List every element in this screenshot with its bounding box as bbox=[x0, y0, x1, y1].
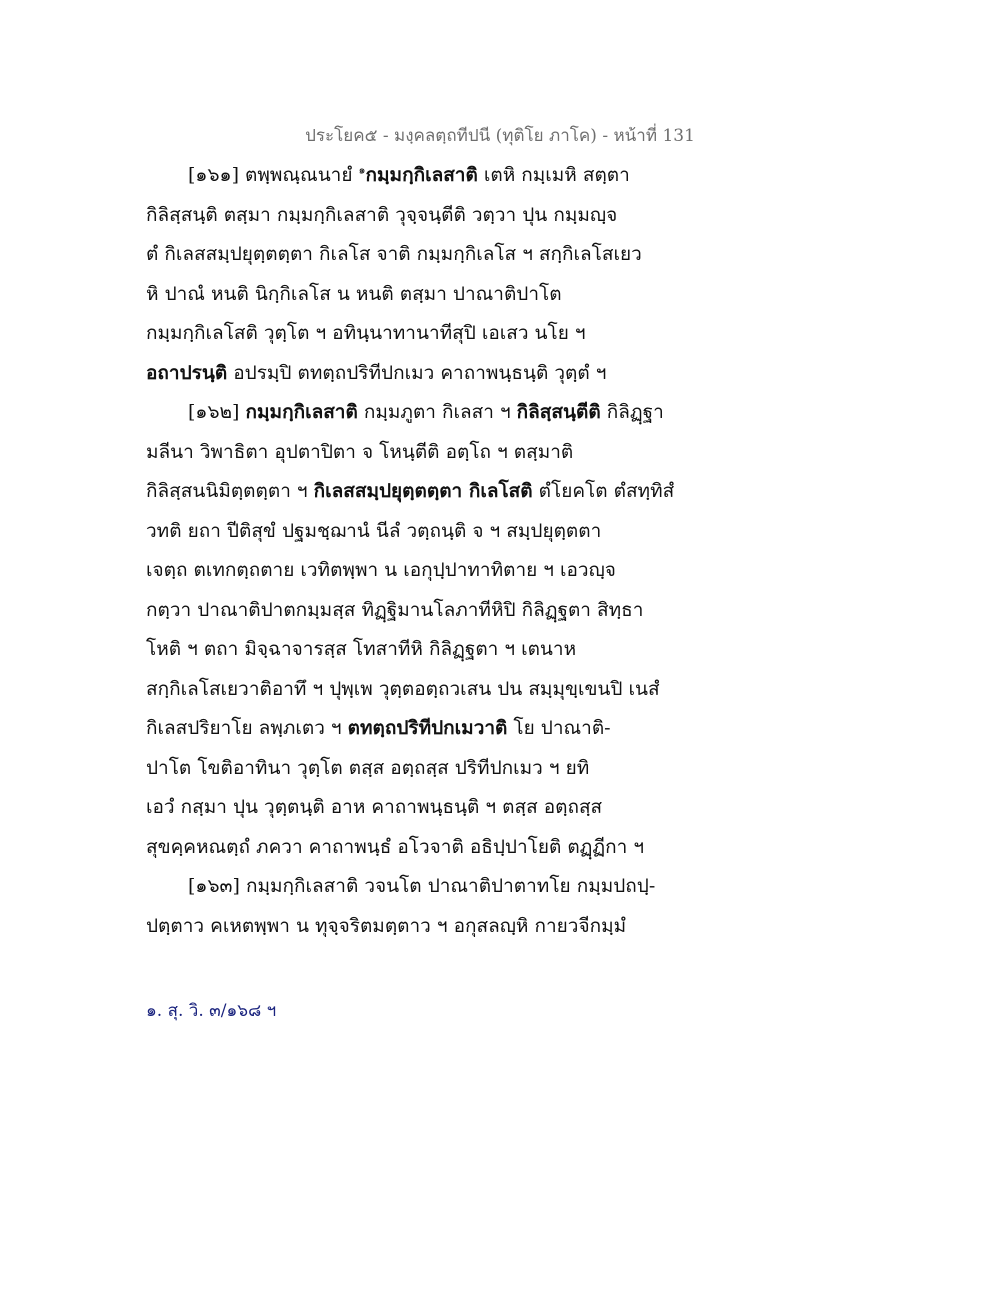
headword-tadatthaparidipaka: ตทตฺถปริทีปกเมวาติ bbox=[347, 717, 508, 739]
para-161-line-6 bbox=[146, 354, 706, 394]
para-162-line-1 bbox=[146, 393, 706, 433]
headword-kammakkilesa-2: กมฺมกฺกิเลสาติ bbox=[245, 401, 358, 423]
headword-kilissanti: กิลิสฺสนฺตีติ bbox=[516, 401, 601, 423]
para-161-line-2: กิลิสฺสนฺติ ตสฺมา กมฺมกฺกิเลสาติ วุจฺจนฺตีติ วตฺวา ปุน กมฺมญฺจ bbox=[146, 203, 618, 226]
para-161-line-5: กมฺมกฺกิเลโสติ วุตฺโต ฯ อทินฺนาทานาทีสุปิ เอเสว นโย ฯ bbox=[146, 322, 586, 344]
para-163-line-2: ปตฺตาว คเหตพฺพา น ทุจฺจริตมตฺตาว ฯ อกุสลญฺหิ กายวจีกมฺมํ bbox=[146, 914, 627, 937]
para-162-line-9-text-a: กิเลสปริยาโย ลพฺภเตว ฯ bbox=[146, 717, 348, 739]
footnote: ๑. สุ. วิ. ๓/๑๖๘ ฯ bbox=[146, 1001, 277, 1021]
para-162-line-8: สกฺกิเลโสเยวาติอาทึ ฯ ปุพฺเพ วุตฺตอตฺถวเสน ปน สมฺมุขฺเขนปิ เนสํ bbox=[146, 677, 660, 700]
para-162-line-10: ปาโต โขติอาทินา วุตฺโต ตสฺส อตฺถสฺส ปริทีปกเมว ฯ ยทิ bbox=[146, 756, 590, 779]
para-162-line-12: สุขคฺคหณตฺถํ ภควา คาถาพนฺธํ อโวจาติ อธิปฺปาโยติ ตฏฺฏีกา ฯ bbox=[146, 835, 645, 858]
para-162-line-9 bbox=[146, 709, 706, 749]
headword-kilesasampayutta: กิเลสสมฺปยุตฺตตฺตา กิเลโสติ bbox=[313, 480, 533, 502]
para-162-line-1-text-a: [๑๖๒] bbox=[188, 401, 246, 423]
headword-athaparam: อถาปรนฺติ bbox=[146, 361, 228, 384]
para-161-line-1-text-a: [๑๖๑] ตพฺพณฺณนายํ bbox=[188, 164, 359, 186]
para-162-line-1-text-c: กิลิฏฺฐา bbox=[600, 401, 664, 423]
para-162-line-5: เจตฺถ ตเทกตฺถตาย เวทิตพฺพา น เอกุปฺปาทาทิตาย ฯ เอวญฺจ bbox=[146, 559, 616, 581]
para-162-line-9-text-b: โย ปาณาติ- bbox=[507, 717, 611, 739]
para-162-line-7: โหติ ฯ ตถา มิจฺฉาจารสฺส โทสาทีหิ กิลิฏฺฐตา ฯ เตนาห bbox=[146, 638, 577, 660]
para-162-line-3-text-a: กิลิสฺสนนิมิตฺตตฺตา ฯ bbox=[146, 480, 314, 502]
headword-kammakkilesa: กมฺมกฺกิเลสาติ bbox=[365, 164, 478, 186]
para-161-line-1-text-b: เตหิ กมฺเมหิ สตฺตา bbox=[477, 164, 630, 186]
para-162-line-2: มลีนา วิพาธิตา อุปตาปิตา จ โหนฺตีติ อตฺโถ ฯ ตสฺมาติ bbox=[146, 440, 574, 463]
running-header: ประโยค๕ - มงฺคลตฺถทีปนี (ทุติโย ภาโค) - หน้าที่ 131 bbox=[305, 126, 695, 146]
para-162-line-11: เอวํ กสฺมา ปุน วุตฺตนฺติ อาห คาถาพนฺธนฺติ ฯ ตสฺส อตฺถสฺส bbox=[146, 796, 603, 818]
para-161-line-4: หิ ปาณํ หนติ นิกฺกิเลโส น หนติ ตสฺมา ปาณาติปาโต bbox=[146, 282, 562, 305]
para-163-line-1: [๑๖๓] กมฺมกฺกิเลสาติ วจนโต ปาณาติปาตาทโย กมฺมปถปฺ- bbox=[188, 875, 656, 897]
para-161-line-1 bbox=[146, 156, 706, 196]
para-162-line-4: วทติ ยถา ปีติสุขํ ปฐมชฺฌานํ นีลํ วตฺถนฺติ จ ฯ สมฺปยุตฺตตา bbox=[146, 519, 602, 542]
para-162-line-1-text-b: กมฺมภูตา กิเลสา ฯ bbox=[357, 401, 517, 423]
body-text bbox=[146, 156, 706, 946]
para-162-line-6: กตฺวา ปาณาติปาตกมฺมสฺส ทิฏฺฐิมานโลภาทีหิปิ กิลิฏฺฐตา สิทฺธา bbox=[146, 598, 644, 621]
para-162-line-3 bbox=[146, 472, 706, 512]
footnote-marker: ๑ bbox=[358, 163, 366, 177]
para-162-line-3-text-b: ตํโยคโต ตํสทฺทิสํ bbox=[532, 480, 675, 502]
para-161-line-3: ตํ กิเลสสมฺปยุตฺตตฺตา กิเลโส จาติ กมฺมกฺกิเลโส ฯ สกฺกิเลโสเยว bbox=[146, 243, 642, 265]
para-161-line-6-text: อปรมฺปิ ตทตฺถปริทีปกเมว คาถาพนฺธนฺติ วุตฺตํ ฯ bbox=[227, 361, 607, 384]
